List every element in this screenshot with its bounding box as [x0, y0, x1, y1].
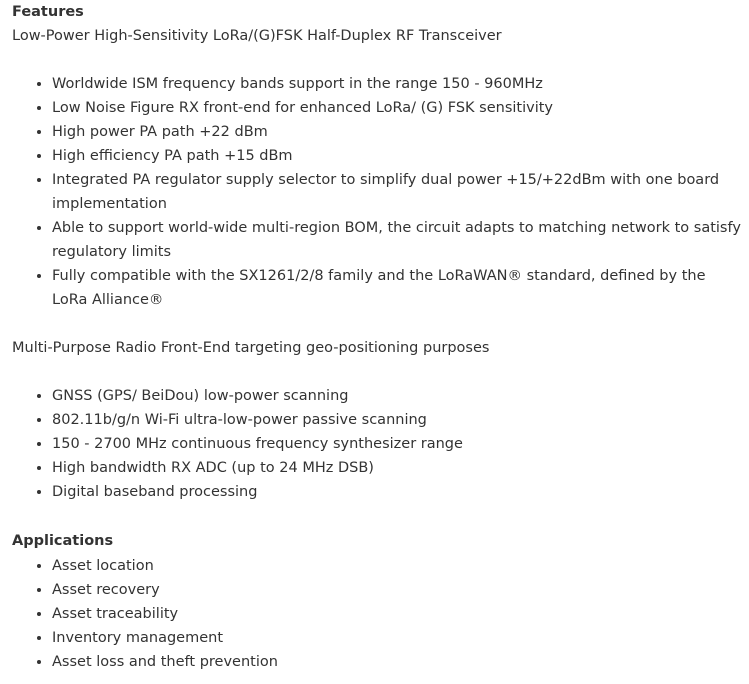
list-item: • Worldwide ISM frequency bands support in the range 150 - 960MHz	[52, 72, 749, 96]
applications-heading: Applications	[12, 533, 114, 549]
radio-feature-list	[12, 384, 749, 504]
list-item: • 150 - 2700 MHz continuous frequency synthesizer range	[52, 432, 749, 456]
list-item: • Asset recovery	[52, 578, 749, 602]
radio-intro: Multi-Purpose Radio Front-End targeting geo-positioning purposes	[12, 340, 490, 356]
spacer	[12, 504, 749, 528]
list-item: • Digital baseband processing	[52, 480, 749, 504]
list-item: • Integrated PA regulator supply selector to simplify dual power +15/+22dBm with one board implementation	[52, 168, 749, 216]
lora-intro: Low-Power High-Sensitivity LoRa/(G)FSK Half-Duplex RF Transceiver	[12, 28, 502, 44]
applications-list	[12, 554, 749, 674]
spacer	[12, 312, 749, 336]
list-item: • Able to support world-wide multi-region BOM, the circuit adapts to matching network to satisfy regulatory limits	[52, 216, 749, 264]
list-item: • High bandwidth RX ADC (up to 24 MHz DSB)	[52, 456, 749, 480]
list-item: • Low Noise Figure RX front-end for enhanced LoRa/ (G) FSK sensitivity	[52, 96, 749, 120]
features-heading: Features	[12, 4, 84, 20]
list-item: • 802.11b/g/n Wi-Fi ultra-low-power passive scanning	[52, 408, 749, 432]
list-item: • Fully compatible with the SX1261/2/8 family and the LoRaWAN® standard, defined by the LoRa Alliance®	[52, 264, 749, 312]
list-item: • Inventory management	[52, 626, 749, 650]
list-item: • High efficiency PA path +15 dBm	[52, 144, 749, 168]
spacer	[12, 360, 749, 384]
list-item: • Asset traceability	[52, 602, 749, 626]
list-item: • GNSS (GPS/ BeiDou) low-power scanning	[52, 384, 749, 408]
list-item: • Asset loss and theft prevention	[52, 650, 749, 674]
lora-feature-list	[12, 72, 749, 312]
list-item: • High power PA path +22 dBm	[52, 120, 749, 144]
list-item: • Asset location	[52, 554, 749, 578]
spacer	[12, 48, 749, 72]
